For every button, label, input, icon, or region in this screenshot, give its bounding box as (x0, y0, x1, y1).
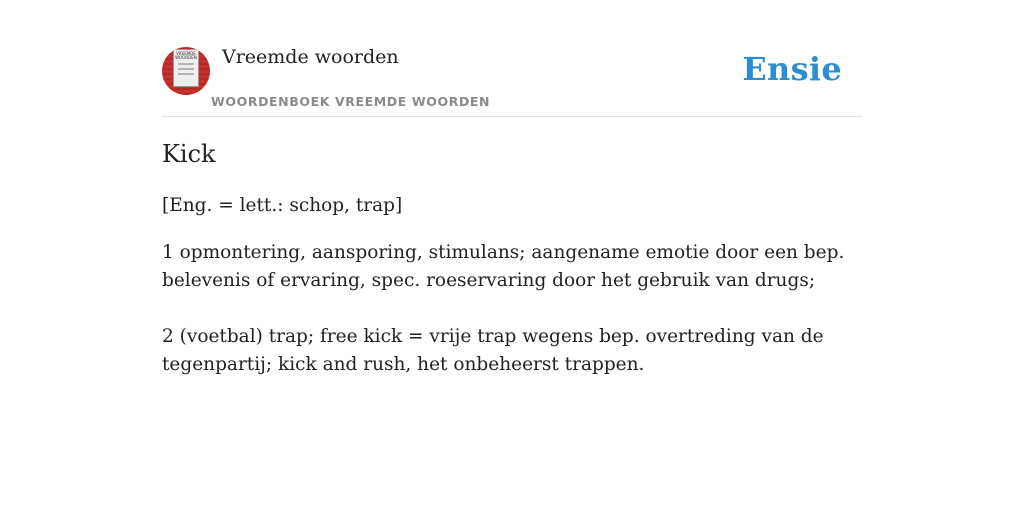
dictionary-cover-avatar[interactable] (162, 47, 210, 95)
dictionary-name[interactable]: Vreemde woorden (222, 46, 399, 68)
entry-word: Kick (162, 140, 216, 168)
dictionary-subtitle: WOORDENBOEK VREEMDE WOORDEN (211, 94, 491, 109)
definition-1: 1 opmontering, aansporing, stimulans; aangename emotie door een bep. belevenis of ervaring, spec. roeservaring door het gebruik van drugs; (162, 242, 845, 291)
page-content (162, 0, 862, 512)
cover-page (173, 49, 199, 87)
ensie-logo[interactable]: Ensie (742, 50, 842, 88)
cover-title: VREEMDE WOORDEN (175, 51, 197, 60)
entry-etymology: [Eng. = lett.: schop, trap] (162, 195, 403, 216)
definition-2: 2 (voetbal) trap; free kick = vrije trap wegens bep. overtreding van de tegenpartij; kick and rush, het onbeheerst trappen. (162, 326, 824, 375)
dictionary-header (162, 0, 862, 117)
